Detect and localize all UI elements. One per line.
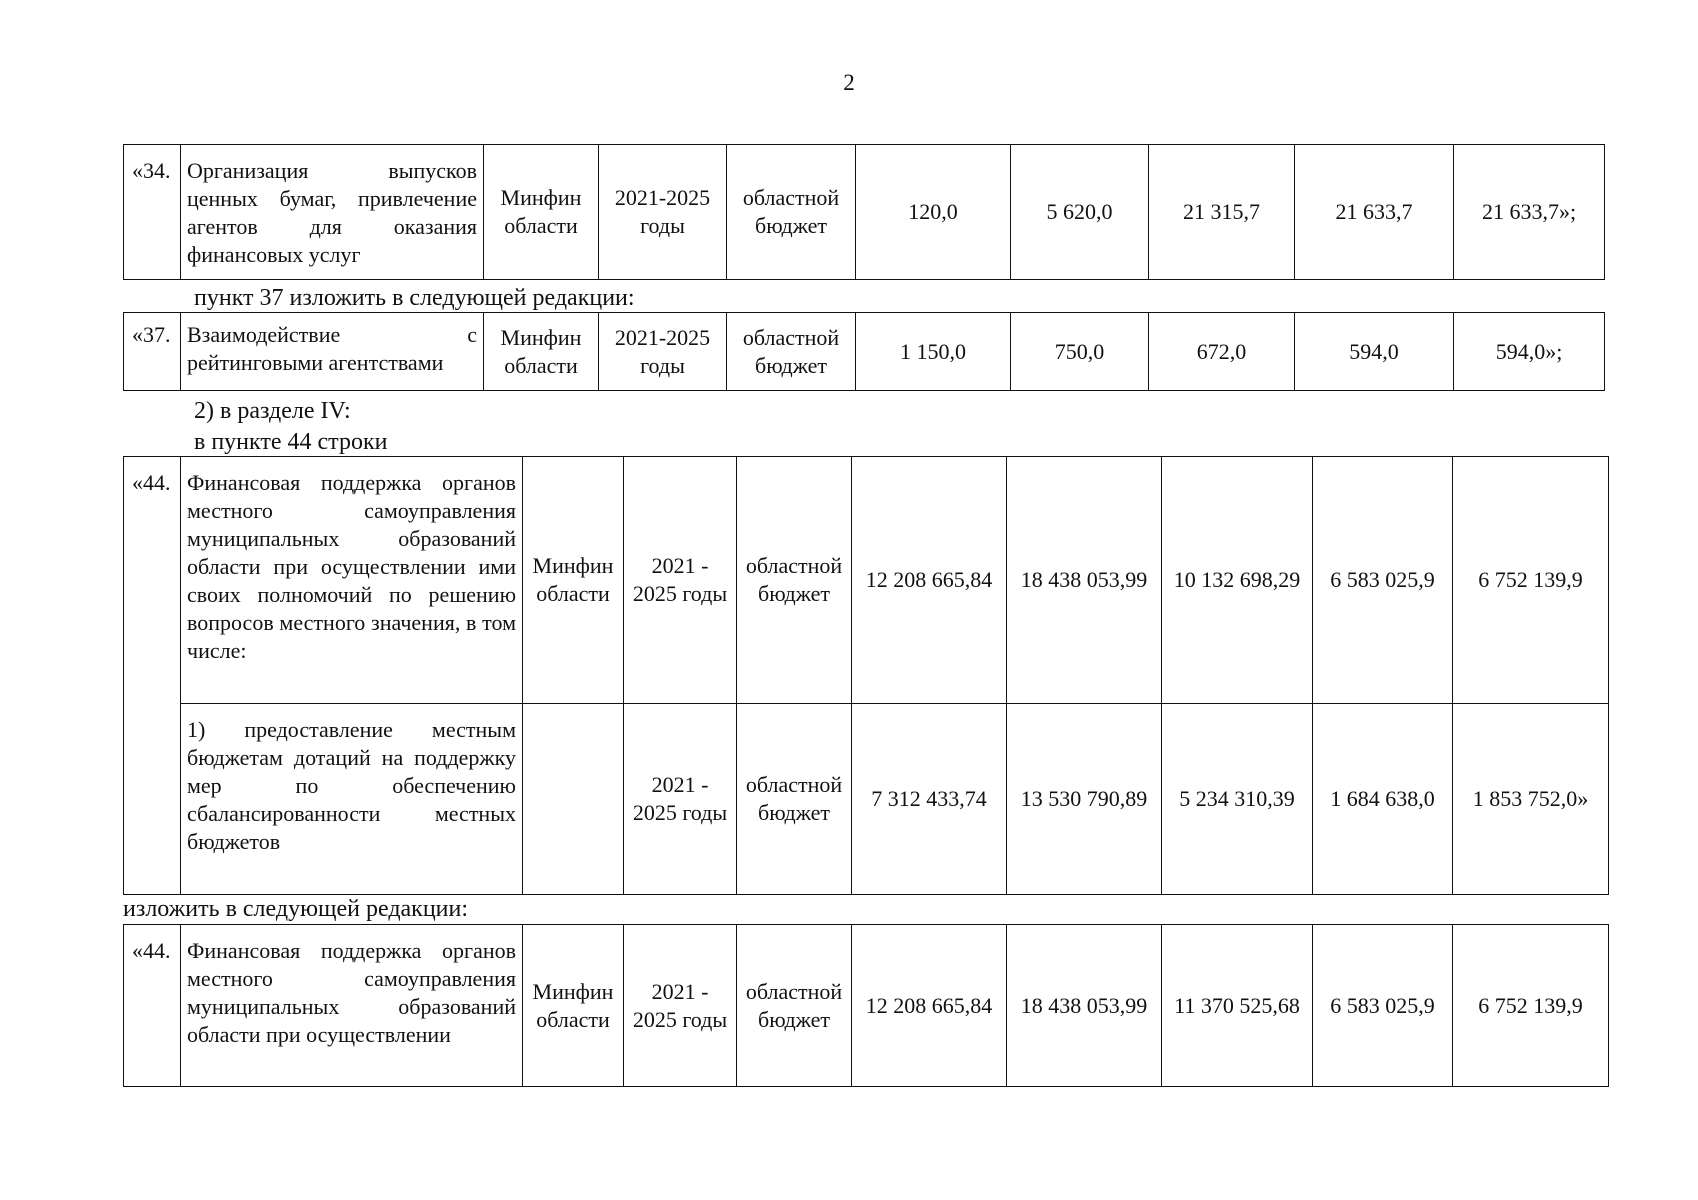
executor-cell: Минфин области — [523, 925, 624, 1087]
amount-cell: 594,0 — [1295, 313, 1454, 391]
table-item-44-old — [123, 456, 1609, 895]
source-cell: областной бюджет — [737, 704, 852, 895]
amount-cell: 120,0 — [856, 145, 1011, 280]
item-number: «44. — [124, 457, 181, 895]
instruction-text: 2) в разделе IV: — [194, 398, 351, 424]
source-cell: областной бюджет — [727, 313, 856, 391]
amount-cell: 13 530 790,89 — [1007, 704, 1162, 895]
instruction-text: изложить в следующей редакции: — [123, 896, 469, 922]
amount-cell: 6 583 025,9 — [1313, 925, 1453, 1087]
amount-cell: 12 208 665,84 — [852, 925, 1007, 1087]
amount-cell: 21 633,7»; — [1454, 145, 1605, 280]
executor-cell: Минфин области — [484, 145, 599, 280]
period-cell: 2021 - 2025 годы — [624, 457, 737, 704]
amount-cell: 5 620,0 — [1011, 145, 1149, 280]
amount-cell: 750,0 — [1011, 313, 1149, 391]
amount-cell: 12 208 665,84 — [852, 457, 1007, 704]
period-cell: 2021-2025 годы — [599, 313, 727, 391]
amount-cell: 10 132 698,29 — [1162, 457, 1313, 704]
amount-cell: 18 438 053,99 — [1007, 457, 1162, 704]
executor-cell: Минфин области — [484, 313, 599, 391]
item-number: «37. — [124, 313, 181, 391]
amount-cell: 6 752 139,9 — [1453, 457, 1609, 704]
amount-cell: 1 684 638,0 — [1313, 704, 1453, 895]
table-item-34 — [123, 144, 1605, 280]
source-cell: областной бюджет — [737, 925, 852, 1087]
executor-cell — [523, 704, 624, 895]
table-item-37 — [123, 312, 1605, 391]
amount-cell: 11 370 525,68 — [1162, 925, 1313, 1087]
amount-cell: 21 315,7 — [1149, 145, 1295, 280]
amount-cell: 594,0»; — [1454, 313, 1605, 391]
amount-cell: 6 752 139,9 — [1453, 925, 1609, 1087]
item-number: «34. — [124, 145, 181, 280]
source-cell: областной бюджет — [727, 145, 856, 280]
amount-cell: 18 438 053,99 — [1007, 925, 1162, 1087]
period-cell: 2021-2025 годы — [599, 145, 727, 280]
instruction-text: пункт 37 изложить в следующей редакции: — [194, 285, 635, 311]
executor-cell: Минфин области — [523, 457, 624, 704]
period-cell: 2021 - 2025 годы — [624, 925, 737, 1087]
item-name: Финансовая поддержка органов местного самоуправления муниципальных образований области при осуществлении — [181, 925, 523, 1087]
item-number: «44. — [124, 925, 181, 1087]
amount-cell: 1 150,0 — [856, 313, 1011, 391]
table-item-44-new — [123, 924, 1609, 1087]
amount-cell: 5 234 310,39 — [1162, 704, 1313, 895]
instruction-text: в пункте 44 строки — [194, 429, 388, 455]
amount-cell: 6 583 025,9 — [1313, 457, 1453, 704]
amount-cell: 21 633,7 — [1295, 145, 1454, 280]
item-name: Взаимодействие с рейтинговыми агентствами — [181, 313, 484, 391]
source-cell: областной бюджет — [737, 457, 852, 704]
item-name: Финансовая поддержка органов местного самоуправления муниципальных образований области при осуществлении ими своих полномочий по решению вопросов местного значения, в том числе: — [181, 457, 523, 704]
amount-cell: 1 853 752,0» — [1453, 704, 1609, 895]
amount-cell: 7 312 433,74 — [852, 704, 1007, 895]
period-cell: 2021 - 2025 годы — [624, 704, 737, 895]
page-number: 2 — [843, 70, 855, 95]
item-name: Организация выпусков ценных бумаг, привлечение агентов для оказания финансовых услуг — [181, 145, 484, 280]
subitem-name: 1) предоставление местным бюджетам дотаций на поддержку мер по обеспечению сбалансированности местных бюджетов — [181, 704, 523, 895]
amount-cell: 672,0 — [1149, 313, 1295, 391]
